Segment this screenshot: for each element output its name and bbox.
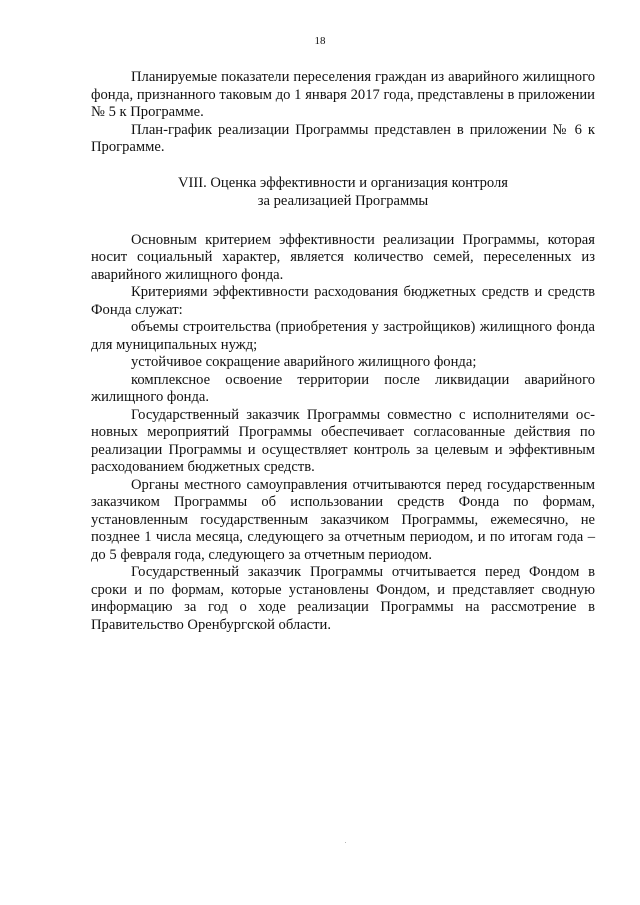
section-heading-line-2: за реализацией Программы	[257, 192, 429, 209]
list-item-construction-volume: объемы строительства (приобретения у застройщиков) жилищного фонда для муниципальных нужд;	[91, 319, 595, 353]
document-body	[91, 69, 595, 634]
paragraph-resettlement-indicators: Планируемые показатели переселения граждан из аварийного жилищного фонда, признанного таковым до 1 января 2017 года, представлены в приложении № 5 к Программе.	[91, 69, 595, 120]
paragraph-fund-reporting: Государственный заказчик Программы отчитывается перед Фондом в сроки и по формам, которые установлены Фондом, и представляет сводную информацию за год о ходе реализации Программы на рассмотрение в Правительство Оренбургской области.	[91, 564, 595, 633]
list-item-territory-development: комплексное освоение территории после ликвидации аварийного жилищного фонда.	[91, 371, 595, 405]
page-number: 18	[314, 35, 326, 47]
paragraph-efficiency-criteria: Критериями эффективности расходования бюджетных средств и средств Фонда служат:	[91, 284, 595, 318]
paragraph-main-criterion: Основным критерием эффективности реализации Программы, которая носит социальный характер, является количество семей, переселенных из аварийного жилищного фонда.	[91, 231, 595, 283]
paragraph-state-customer-control: Государственный заказчик Программы совместно с исполнителями основных мероприятий Программы обеспечивает согласованные действия по реализации Программы и осуществляет контроль за целевым и эффективным расходованием бюджетных средств.	[91, 406, 595, 475]
paragraph-schedule: План-график реализации Программы представлен в приложении № 6 к Программе.	[91, 121, 595, 155]
scan-speck	[345, 842, 346, 843]
list-item-reduction: устойчивое сокращение аварийного жилищного фонда;	[131, 354, 477, 370]
section-heading-line-1: VIII. Оценка эффективности и организация контроля	[177, 174, 509, 191]
section-heading	[91, 174, 595, 210]
paragraph-local-government-reporting: Органы местного самоуправления отчитываются перед государственным заказчиком Программы об использовании средств Фонда по формам, установленным государственным заказчиком Программы, ежемесячно, не позднее 1 числа месяца, следующего за отчетным периодом, и по итогам года – до 5 февраля года, следующего за отчетным периодом.	[91, 476, 595, 563]
